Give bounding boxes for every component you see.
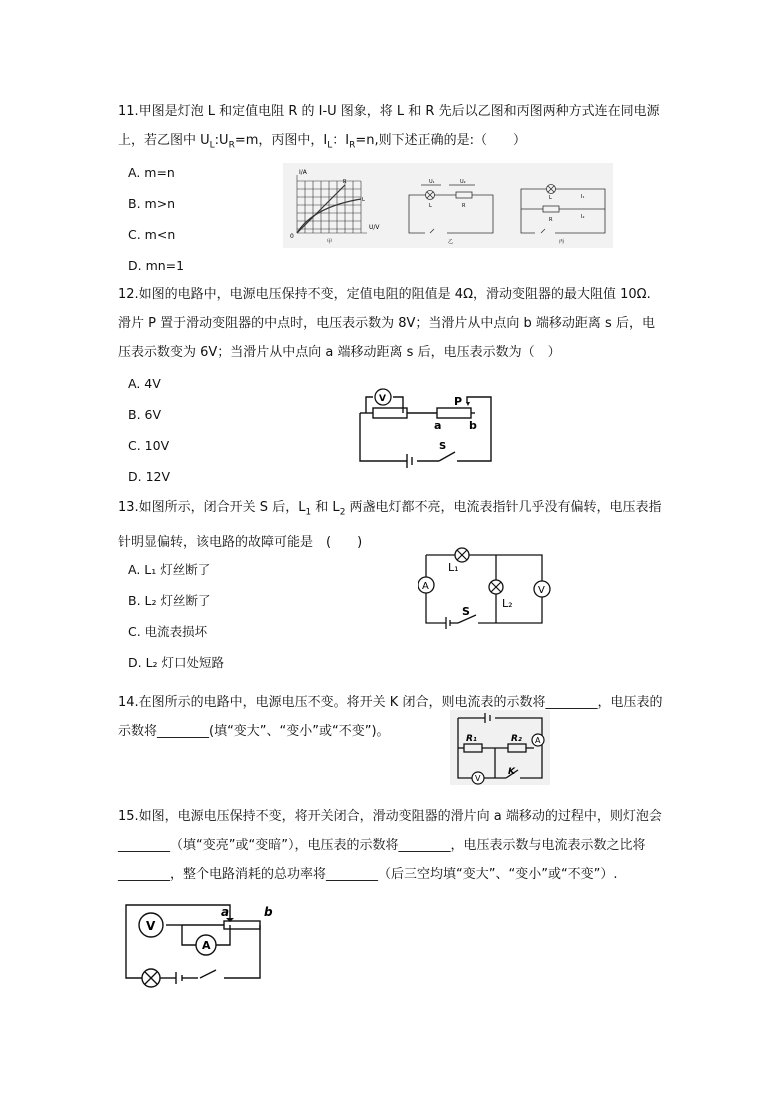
i1-label: I₁ [581, 194, 585, 200]
q13-option-b: B. L₂ 灯丝断了 [128, 593, 211, 608]
q12-slider-p-label: P [454, 395, 463, 408]
q13-l1-label: L₁ [448, 561, 459, 574]
q15-circuit [118, 900, 280, 995]
origin-label: 0 [290, 233, 294, 240]
question-15-text: 15.如图，电源电压保持不变，将开关闭合，滑动变阻器的滑片向 a 端移动的过程中，则灯泡会________（填“变亮”或“变暗”），电压表的示数将________，电压表示数与电流表示数之比将________，整个电路消耗的总功率将________（后三空均填“变大”、“变小”或“不变”）. [118, 809, 662, 882]
bing-label: 丙 [559, 239, 565, 245]
u2-label: U₂ [460, 179, 466, 185]
bing-l-label: L [549, 195, 552, 201]
curve-l-label: L [362, 197, 365, 203]
q14-r1-label: R₁ [466, 734, 477, 744]
q12-option-a: A. 4V [128, 376, 161, 391]
q15-ammeter-label: A [202, 939, 211, 952]
yi-label: 乙 [448, 239, 454, 245]
q13-option-a: A. L₁ 灯丝断了 [128, 562, 211, 577]
i2-label: I₂ [581, 214, 585, 220]
q14-ammeter-label: A [535, 736, 541, 745]
q13-l2-label: L₂ [502, 597, 513, 610]
jia-label: 甲 [327, 239, 333, 245]
question-11-text: 11.甲图是灯泡 L 和定值电阻 R 的 I-U 图象，将 L 和 R 先后以乙图和丙图两种方式连在同电源上，若乙图中 $U_L:U_R=m$，丙图中，$I_L$：$I_R=n$,则下述正确的是:（ ） [118, 104, 660, 151]
i-axis-label: I/A [299, 169, 307, 176]
question-14-text: 14.在图所示的电路中，电源电压不变。将开关 K 闭合，则电流表的示数将________，电压表的示数将________(填“变大”、“变小”或“不变”)。 [118, 695, 663, 739]
q12-circuit [357, 388, 497, 468]
yi-r-label: R [462, 203, 466, 209]
q15-end-a-label: a [221, 905, 230, 919]
question-13-text: 13.如图所示，闭合开关 S 后，$L_1$ 和 $L_2$ 两盏电灯都不亮，电流表指针几乎没有偏转，电压表指针明显偏转，该电路的故障可能是 ( ) [118, 500, 662, 550]
bing-r-label: R [549, 217, 553, 223]
q13-option-c: C. 电流表损坏 [128, 624, 208, 639]
q14-voltmeter-label: V [475, 774, 481, 783]
curve-r-label: R [343, 179, 347, 185]
q11-figure [283, 163, 613, 248]
q11-option-a: A. m=n [128, 165, 175, 180]
q13-ammeter-label: A [422, 581, 429, 592]
q12-option-b: B. 6V [128, 407, 162, 422]
q13-option-d: D. L₂ 灯口处短路 [128, 655, 225, 670]
q11-option-c: C. m<n [128, 227, 176, 242]
q12-option-c: C. 10V [128, 438, 170, 453]
q15-end-b-label: b [264, 905, 273, 919]
q14-circuit [450, 710, 550, 785]
q14-switch-label: K [508, 767, 515, 777]
q12-switch-label: S [439, 441, 447, 452]
q12-end-b-label: b [469, 419, 477, 432]
q11-option-b: B. m>n [128, 196, 176, 211]
q12-option-d: D. 12V [128, 469, 171, 484]
yi-l-label: L [429, 203, 432, 209]
q13-voltmeter-label: V [538, 585, 545, 596]
u-axis-label: U/V [369, 224, 380, 231]
q11-option-d: D. mn=1 [128, 258, 185, 273]
question-12-text: 12.如图的电路中，电源电压保持不变，定值电阻的阻值是 4Ω，滑动变阻器的最大阻值 10Ω.滑片 P 置于滑动变阻器的中点时，电压表示数为 8V；当滑片从中点向 b 端移动距离 s 后，电压表示数变为 6V；当滑片从中点向 a 端移动距离 s 后，电压表示数为（ ） [118, 287, 655, 360]
u1-label: U₁ [429, 179, 435, 185]
q12-voltmeter-label: V [379, 394, 386, 404]
q15-voltmeter-label: V [146, 919, 156, 933]
q13-switch-label: S [462, 605, 470, 618]
q13-circuit [418, 545, 553, 630]
q14-r2-label: R₂ [511, 734, 522, 744]
q12-end-a-label: a [434, 419, 442, 432]
